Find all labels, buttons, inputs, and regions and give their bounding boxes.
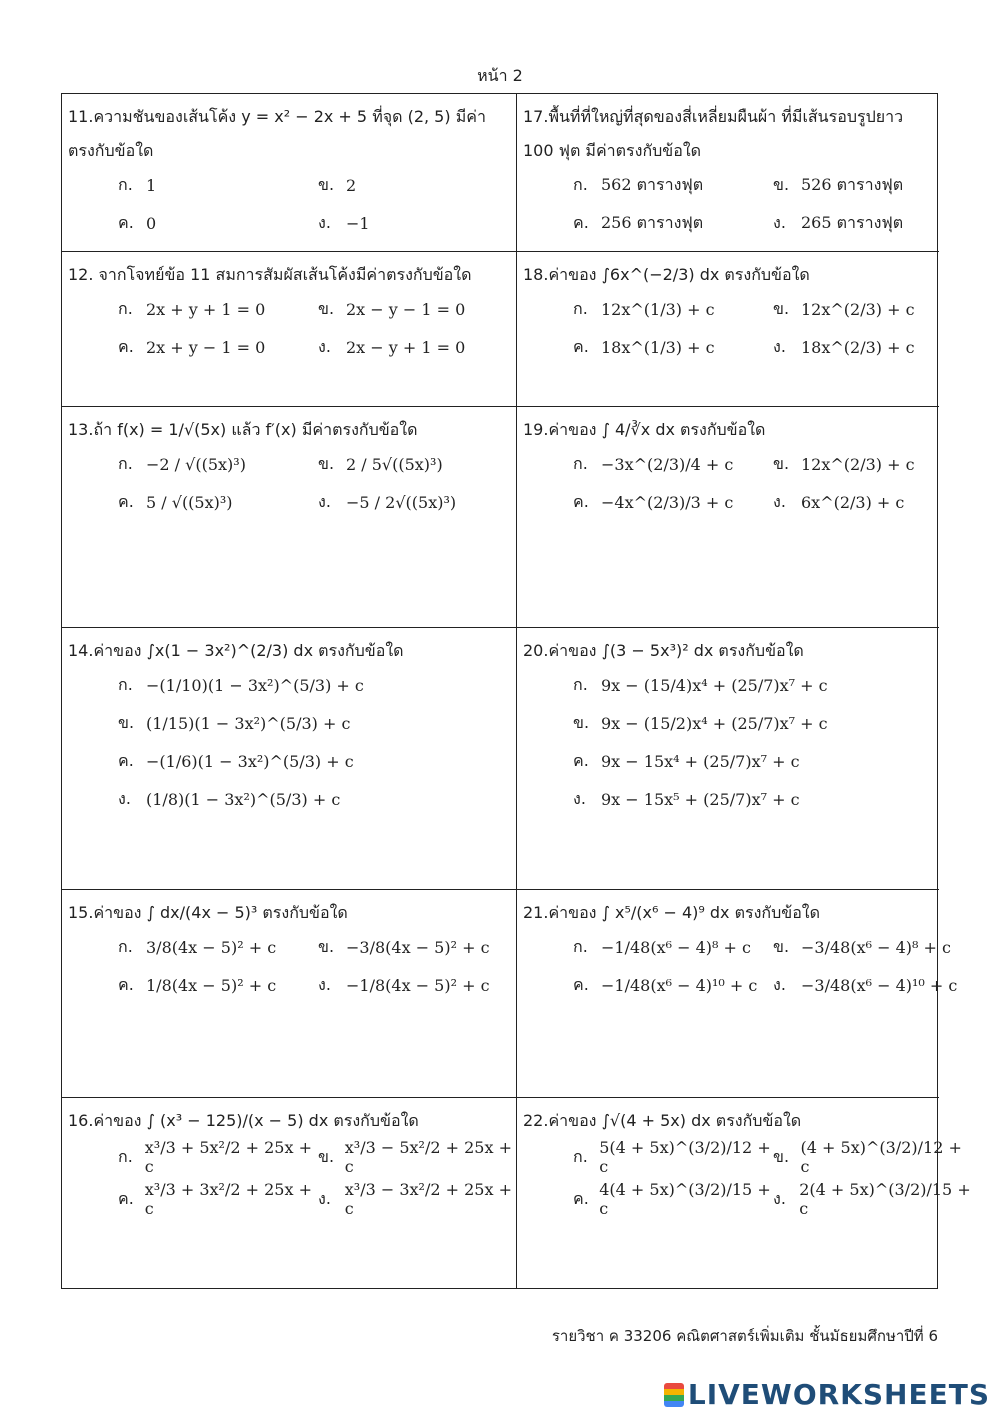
answer-choice[interactable] xyxy=(118,292,318,326)
choice-label: ข. xyxy=(773,174,790,194)
answer-choice[interactable] xyxy=(773,206,973,240)
question-text: 11.ความชันของเส้นโค้ง y = x² − 2x + 5 ที่จุด (2, 5) มีค่าตรงกับข้อใด xyxy=(68,107,486,160)
choice-label: ค. xyxy=(573,1188,589,1208)
choice-label: ก. xyxy=(573,1146,588,1166)
answer-choice[interactable] xyxy=(773,968,973,1002)
question-text: 13.ถ้า f(x) = 1/√(5x) แล้ว f′(x) มีค่าตรงกับข้อใด xyxy=(68,420,418,439)
choice-list xyxy=(573,668,933,816)
question-text: 14.ค่าของ ∫x(1 − 3x²)^(2/3) dx ตรงกับข้อใด xyxy=(68,641,404,660)
choice-label: ก. xyxy=(118,674,133,694)
choice-value: 2 / 5√((5x)³) xyxy=(346,454,443,474)
choice-list xyxy=(118,447,510,519)
choice-value: 2x − y + 1 = 0 xyxy=(346,337,466,357)
question-grid xyxy=(61,93,971,1289)
choice-value: −3/48(x⁶ − 4)¹⁰ + c xyxy=(801,975,958,995)
choice-label: ง. xyxy=(318,974,331,994)
question-cell xyxy=(517,407,939,628)
question-cell xyxy=(517,252,939,407)
choice-value: 9x − 15x⁵ + (25/7)x⁷ + c xyxy=(601,789,800,809)
choice-label: ค. xyxy=(118,974,134,994)
choice-value: 5(4 + 5x)^(3/2)/12 + c xyxy=(599,1138,771,1176)
choice-value: (1/8)(1 − 3x²)^(5/3) + c xyxy=(146,789,341,809)
choice-label: ง. xyxy=(318,1188,331,1208)
answer-choice[interactable] xyxy=(573,485,773,519)
choice-label: ค. xyxy=(573,212,589,232)
choice-value: −1/48(x⁶ − 4)⁸ + c xyxy=(601,937,751,957)
choice-value: −3/8(4x − 5)² + c xyxy=(346,937,490,957)
choice-value: 4(4 + 5x)^(3/2)/15 + c xyxy=(599,1180,771,1218)
answer-choice[interactable] xyxy=(773,292,973,326)
answer-choice[interactable] xyxy=(318,968,518,1002)
answer-choice[interactable] xyxy=(573,968,773,1002)
answer-choice[interactable] xyxy=(573,168,773,202)
choice-label: ข. xyxy=(318,174,335,194)
question-text: 19.ค่าของ ∫ 4/∛x dx ตรงกับข้อใด xyxy=(523,420,766,439)
question-cell xyxy=(62,1098,517,1288)
choice-value: 2(4 + 5x)^(3/2)/15 + c xyxy=(799,1180,971,1218)
answer-choice[interactable] xyxy=(118,930,318,964)
answer-choice[interactable] xyxy=(573,447,773,481)
choice-value: 12x^(2/3) + c xyxy=(801,299,915,319)
choice-label: ข. xyxy=(773,453,790,473)
question-cell xyxy=(62,407,517,628)
choice-list xyxy=(118,930,510,1002)
choice-value: 1/8(4x − 5)² + c xyxy=(146,975,277,995)
answer-choice[interactable] xyxy=(573,930,773,964)
choice-label: ค. xyxy=(573,974,589,994)
answer-choice[interactable] xyxy=(573,706,953,740)
question-text: 21.ค่าของ ∫ x⁵/(x⁶ − 4)⁹ dx ตรงกับข้อใด xyxy=(523,903,820,922)
answer-choice[interactable] xyxy=(573,668,953,702)
liveworksheets-logo: LIVEWORKSHEETS xyxy=(664,1378,990,1411)
choice-value: −3/48(x⁶ − 4)⁸ + c xyxy=(801,937,951,957)
logo-icon xyxy=(664,1383,684,1407)
question-cell xyxy=(517,1098,971,1288)
choice-value: −4x^(2/3)/3 + c xyxy=(601,492,734,512)
choice-value: 2 xyxy=(346,175,357,195)
answer-choice[interactable] xyxy=(773,485,973,519)
answer-choice[interactable] xyxy=(573,1138,773,1176)
choice-label: ง. xyxy=(318,491,331,511)
question-cell xyxy=(62,94,517,252)
choice-label: ข. xyxy=(318,936,335,956)
choice-label: ค. xyxy=(118,750,134,770)
choice-list xyxy=(118,168,510,240)
choice-list xyxy=(118,668,510,816)
choice-value: x³/3 − 3x²/2 + 25x + c xyxy=(344,1180,512,1218)
question-text: 18.ค่าของ ∫6x^(−2/3) dx ตรงกับข้อใด xyxy=(523,265,810,284)
answer-choice[interactable] xyxy=(318,485,518,519)
answer-choice[interactable] xyxy=(773,930,973,964)
choice-value: 9x − (15/4)x⁴ + (25/7)x⁷ + c xyxy=(601,675,828,695)
answer-choice[interactable] xyxy=(118,744,498,778)
choice-value: 2x + y − 1 = 0 xyxy=(146,337,266,357)
question-cell xyxy=(517,94,939,252)
choice-label: ค. xyxy=(118,1188,134,1208)
choice-value: 18x^(1/3) + c xyxy=(601,337,715,357)
answer-choice[interactable] xyxy=(118,330,318,364)
choice-label: ง. xyxy=(318,212,331,232)
question-text: 16.ค่าของ ∫ (x³ − 125)/(x − 5) dx ตรงกับข้อใด xyxy=(68,1111,419,1130)
choice-value: 526 ตารางฟุต xyxy=(801,174,904,194)
answer-choice[interactable] xyxy=(118,1180,318,1218)
choice-label: ก. xyxy=(573,674,588,694)
question-cell xyxy=(62,628,517,890)
answer-choice[interactable] xyxy=(318,1138,518,1176)
choice-label: ง. xyxy=(318,336,331,356)
answer-choice[interactable] xyxy=(118,706,498,740)
choice-label: ค. xyxy=(118,336,134,356)
choice-label: ค. xyxy=(118,212,134,232)
choice-value: −1/8(4x − 5)² + c xyxy=(346,975,490,995)
answer-choice[interactable] xyxy=(318,206,518,240)
question-cell xyxy=(62,890,517,1098)
choice-label: ง. xyxy=(118,788,131,808)
answer-choice[interactable] xyxy=(318,1180,518,1218)
choice-label: ก. xyxy=(118,1146,133,1166)
answer-choice[interactable] xyxy=(118,1138,318,1176)
choice-value: 2x − y − 1 = 0 xyxy=(346,299,466,319)
answer-choice[interactable] xyxy=(773,330,973,364)
choice-label: ง. xyxy=(573,788,586,808)
answer-choice[interactable] xyxy=(573,1180,773,1218)
course-footer: รายวิชา ค 33206 คณิตศาสตร์เพิ่มเติม ชั้นมัธยมศึกษาปีที่ 6 xyxy=(551,1327,938,1345)
question-text: 17.พื้นที่ที่ใหญ่ที่สุดของสี่เหลี่ยมผืนผ้า ที่มีเส้นรอบรูปยาว 100 ฟุต มีค่าตรงกับข้อใด xyxy=(523,107,904,160)
choice-value: x³/3 + 5x²/2 + 25x + c xyxy=(144,1138,312,1176)
answer-choice[interactable] xyxy=(773,1138,973,1176)
answer-choice[interactable] xyxy=(118,168,318,202)
answer-choice[interactable] xyxy=(118,668,498,702)
choice-label: ค. xyxy=(573,491,589,511)
choice-value: −(1/10)(1 − 3x²)^(5/3) + c xyxy=(146,675,364,695)
choice-value: −(1/6)(1 − 3x²)^(5/3) + c xyxy=(146,751,354,771)
answer-choice[interactable] xyxy=(118,447,318,481)
choice-value: −1 xyxy=(346,213,370,233)
choice-label: ค. xyxy=(118,491,134,511)
choice-value: x³/3 + 3x²/2 + 25x + c xyxy=(144,1180,312,1218)
question-cell xyxy=(517,628,939,890)
page-number: หน้า 2 xyxy=(477,66,523,85)
answer-choice[interactable] xyxy=(318,447,518,481)
choice-label: ก. xyxy=(118,174,133,194)
choice-value: 6x^(2/3) + c xyxy=(801,492,905,512)
question-text: 20.ค่าของ ∫(3 − 5x³)² dx ตรงกับข้อใด xyxy=(523,641,804,660)
choice-label: ก. xyxy=(573,936,588,956)
choice-label: ข. xyxy=(573,712,590,732)
choice-label: ง. xyxy=(773,336,786,356)
choice-label: ค. xyxy=(573,336,589,356)
choice-value: 562 ตารางฟุต xyxy=(601,174,704,194)
choice-value: (4 + 5x)^(3/2)/12 + c xyxy=(800,1138,962,1176)
answer-choice[interactable] xyxy=(118,968,318,1002)
choice-label: ค. xyxy=(573,750,589,770)
choice-value: x³/3 − 5x²/2 + 25x + c xyxy=(344,1138,512,1176)
choice-value: 9x − (15/2)x⁴ + (25/7)x⁷ + c xyxy=(601,713,828,733)
choice-value: 2x + y + 1 = 0 xyxy=(146,299,266,319)
choice-list xyxy=(573,930,958,1002)
answer-choice[interactable] xyxy=(118,206,318,240)
choice-value: −2 / √((5x)³) xyxy=(146,454,246,474)
answer-choice[interactable] xyxy=(573,206,773,240)
question-text: 22.ค่าของ ∫√(4 + 5x) dx ตรงกับข้อใด xyxy=(523,1111,802,1130)
choice-value: 5 / √((5x)³) xyxy=(146,492,233,512)
answer-choice[interactable] xyxy=(318,292,518,326)
choice-value: 12x^(2/3) + c xyxy=(801,454,915,474)
choice-value: −3x^(2/3)/4 + c xyxy=(601,454,734,474)
answer-choice[interactable] xyxy=(318,168,518,202)
question-cell xyxy=(62,252,517,407)
answer-choice[interactable] xyxy=(318,930,518,964)
choice-list xyxy=(573,1138,971,1218)
choice-value: 256 ตารางฟุต xyxy=(601,212,704,232)
choice-value: 0 xyxy=(146,213,157,233)
choice-value: 12x^(1/3) + c xyxy=(601,299,715,319)
choice-value: 3/8(4x − 5)² + c xyxy=(146,937,277,957)
choice-label: ก. xyxy=(573,174,588,194)
choice-list xyxy=(118,292,510,364)
answer-choice[interactable] xyxy=(573,744,953,778)
choice-list xyxy=(573,168,933,240)
answer-choice[interactable] xyxy=(573,330,773,364)
choice-label: ข. xyxy=(773,298,790,318)
answer-choice[interactable] xyxy=(773,1180,973,1218)
choice-label: ข. xyxy=(118,712,135,732)
choice-list xyxy=(573,447,933,519)
choice-label: ง. xyxy=(773,1188,786,1208)
choice-value: 9x − 15x⁴ + (25/7)x⁷ + c xyxy=(601,751,800,771)
answer-choice[interactable] xyxy=(573,292,773,326)
choice-label: ข. xyxy=(773,1146,790,1166)
choice-list xyxy=(573,292,933,364)
question-cell xyxy=(517,890,958,1098)
choice-list xyxy=(118,1138,510,1218)
answer-choice[interactable] xyxy=(118,485,318,519)
question-text: 12. จากโจทย์ข้อ 11 สมการสัมผัสเส้นโค้งมีค่าตรงกับข้อใด xyxy=(68,265,472,284)
choice-value: −5 / 2√((5x)³) xyxy=(346,492,457,512)
answer-choice[interactable] xyxy=(573,782,953,816)
choice-label: ก. xyxy=(118,936,133,956)
choice-value: 265 ตารางฟุต xyxy=(801,212,904,232)
choice-label: ข. xyxy=(318,298,335,318)
choice-label: ก. xyxy=(118,298,133,318)
choice-label: ก. xyxy=(573,453,588,473)
choice-label: ข. xyxy=(318,453,335,473)
choice-label: ง. xyxy=(773,491,786,511)
choice-label: ก. xyxy=(573,298,588,318)
answer-choice[interactable] xyxy=(118,782,498,816)
answer-choice[interactable] xyxy=(773,447,973,481)
choice-value: −1/48(x⁶ − 4)¹⁰ + c xyxy=(601,975,758,995)
choice-value: 1 xyxy=(146,175,157,195)
choice-label: ง. xyxy=(773,212,786,232)
choice-label: ก. xyxy=(118,453,133,473)
choice-label: ข. xyxy=(318,1146,335,1166)
choice-label: ข. xyxy=(773,936,790,956)
answer-choice[interactable] xyxy=(318,330,518,364)
question-text: 15.ค่าของ ∫ dx/(4x − 5)³ ตรงกับข้อใด xyxy=(68,903,348,922)
answer-choice[interactable] xyxy=(773,168,973,202)
choice-value: (1/15)(1 − 3x²)^(5/3) + c xyxy=(146,713,351,733)
choice-label: ง. xyxy=(773,974,786,994)
choice-value: 18x^(2/3) + c xyxy=(801,337,915,357)
